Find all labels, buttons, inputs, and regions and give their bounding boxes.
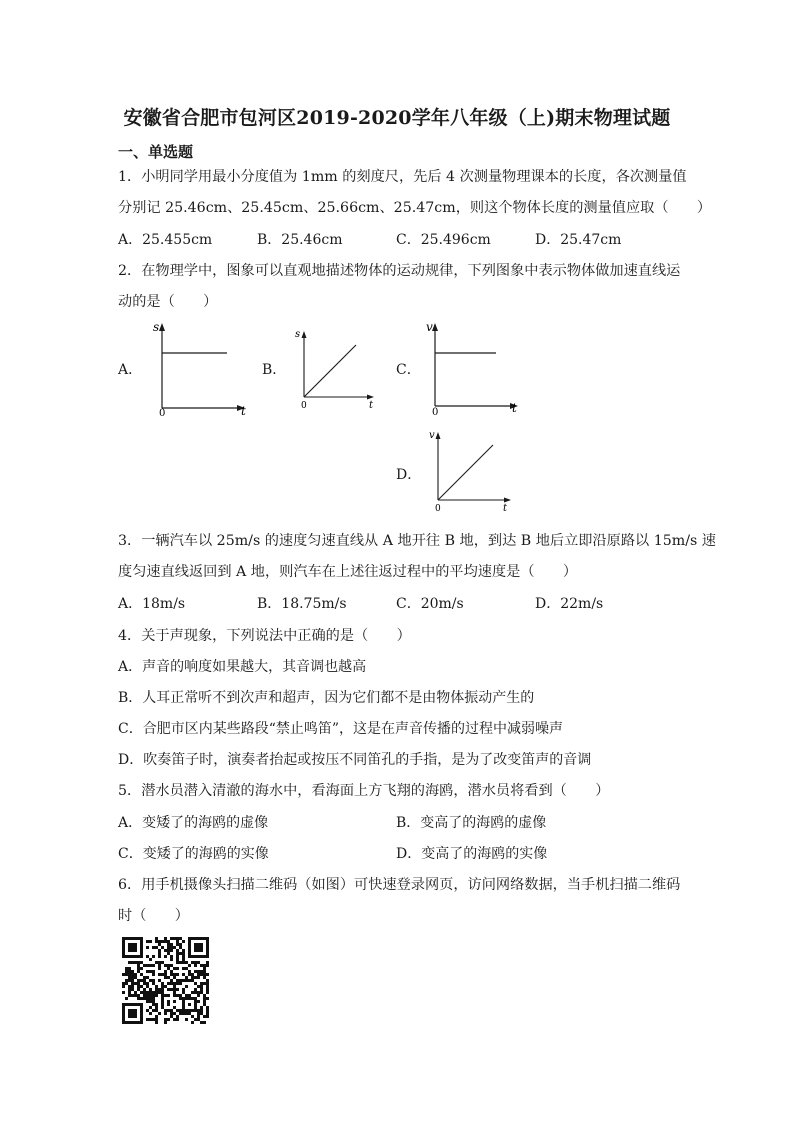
q6-line-1: 6．用手机摄像头扫描二维码（如图）可快速登录网页，访问网络数据，当手机扫描二维码: [118, 877, 681, 893]
q2-graph-c-label: C．: [396, 362, 421, 378]
x-axis-arrow: [504, 498, 511, 503]
page-title: 安徽省合肥市包河区2019-2020学年八年级（上)期末物理试题: [123, 107, 671, 129]
q1-option-d: D．25.47cm: [535, 232, 622, 248]
origin-label: 0: [301, 401, 307, 411]
q3-option-a: A．18m/s: [118, 596, 186, 612]
graph-line: [438, 445, 493, 500]
q4-line-1: 4．关于声现象，下列说法中正确的是（ ）: [118, 628, 411, 644]
q2-graph-b-label: B．: [262, 362, 287, 378]
q1-line-2: 分别记 25.46cm、25.45cm、25.66cm、25.47cm，则这个物体长度的测量值应取（ ）: [118, 200, 712, 216]
q5-option-a: A．变矮了的海鸥的虚像: [118, 815, 269, 831]
x-axis-label: t: [241, 404, 246, 418]
q4-option-b: B．人耳正常听不到次声和超声，因为它们都不是由物体振动产生的: [118, 690, 535, 706]
x-axis-arrow: [367, 395, 374, 400]
q2-graph-c: [418, 318, 528, 418]
y-axis-label: s: [295, 329, 301, 340]
q4-option-c: C．合肥市区内某些路段“禁止鸣笛”，这是在声音传播的过程中减弱噪声: [118, 721, 564, 737]
q5-option-c: C．变矮了的海鸥的实像: [118, 846, 269, 862]
x-axis-label: t: [369, 400, 374, 411]
origin-label: 0: [435, 504, 441, 514]
q2-graph-d: [424, 425, 519, 517]
y-axis-arrow: [432, 323, 438, 331]
q5-option-d: D．变高了的海鸥的实像: [396, 846, 548, 862]
qr-code-image: [122, 937, 209, 1024]
q2-graph-a: [145, 318, 255, 418]
origin-label: 0: [432, 407, 439, 418]
q1-option-b: B．25.46cm: [257, 232, 343, 248]
q1-option-c: C．25.496cm: [396, 232, 491, 248]
q2-line-1: 2．在物理学中，图象可以直观地描述物体的运动规律，下列图象中表示物体做加速直线运: [118, 263, 681, 279]
q5-line-1: 5．潜水员潜入清澈的海水中，看海面上方飞翔的海鸥，潜水员将看到（ ）: [118, 783, 610, 799]
q3-option-c: C．20m/s: [396, 596, 464, 612]
graph-line: [304, 345, 356, 397]
q1-line-1: 1．小明同学用最小分度值为 1mm 的刻度尺，先后 4 次测量物理课本的长度，各次测量值: [118, 169, 687, 185]
x-axis-label: t: [503, 503, 508, 514]
q3-option-b: B．18.75m/s: [257, 596, 347, 612]
q2-graph-b: [290, 325, 380, 415]
origin-label: 0: [159, 408, 166, 418]
q3-line-1: 3．一辆汽车以 25m/s 的速度匀速直线从 A 地开往 B 地，到达 B 地后立即沿原路以 15m/s 速: [118, 533, 716, 549]
q6-line-2: 时（ ）: [118, 908, 189, 924]
y-axis-arrow: [159, 323, 165, 331]
q4-option-d: D．吹奏笛子时，演奏者抬起或按压不同笛孔的手指，是为了改变笛声的音调: [118, 752, 592, 768]
q2-graph-d-label: D．: [396, 467, 422, 483]
q1-option-a: A．25.455cm: [118, 232, 213, 248]
section-heading: 一、单选题: [118, 143, 194, 161]
q3-line-2: 度匀速直线返回到 A 地，则汽车在上述往返过程中的平均速度是（ ）: [118, 564, 578, 580]
q2-line-2: 动的是（ ）: [118, 294, 218, 310]
y-axis-label: v: [426, 320, 433, 334]
q2-graph-a-label: A．: [118, 362, 143, 378]
y-axis-label: v: [429, 430, 435, 441]
x-axis-label: t: [512, 401, 517, 415]
q3-option-d: D．22m/s: [535, 596, 604, 612]
y-axis-label: s: [153, 320, 160, 334]
y-axis-arrow: [436, 432, 441, 439]
y-axis-arrow: [302, 331, 307, 338]
q4-option-a: A．声音的响度如果越大，其音调也越高: [118, 659, 367, 675]
q5-option-b: B．变高了的海鸥的虚像: [396, 815, 547, 831]
